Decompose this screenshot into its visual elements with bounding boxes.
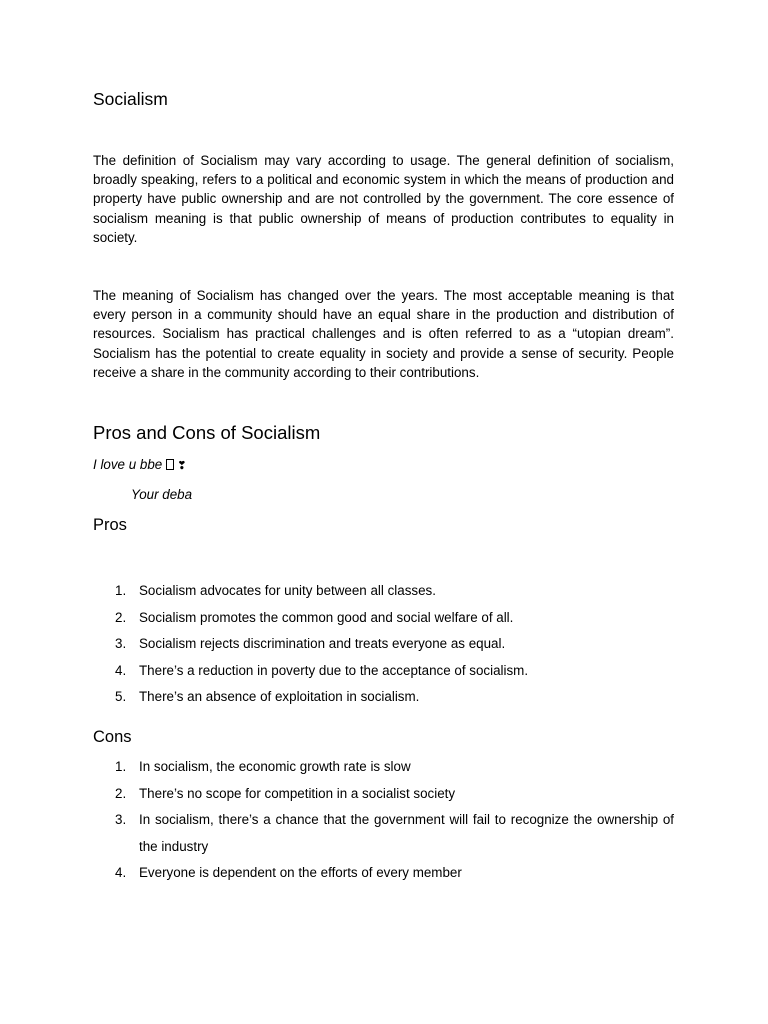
list-number: 5.: [115, 689, 127, 704]
list-text: Everyone is dependent on the efforts of every member: [139, 865, 462, 880]
list-item: [93, 631, 674, 658]
pros-heading: Pros: [93, 516, 127, 534]
list-number: 2.: [115, 609, 127, 625]
list-item: [93, 578, 674, 605]
list-item: [93, 807, 674, 860]
note-text: I love u bbe: [93, 457, 163, 472]
list-text: Socialism promotes the common good and social welfare of all.: [139, 609, 514, 625]
cons-heading: Cons: [93, 728, 132, 746]
list-text: There’s a reduction in poverty due to the acceptance of socialism.: [139, 662, 529, 678]
list-number: 2.: [115, 785, 127, 801]
list-number: 3.: [115, 636, 127, 651]
paragraph-meaning: The meaning of Socialism has changed over the years. The most acceptable meaning is that every person in a community should have an equal share in the production and distribution of resources. Socialism has practical challenges and is often referred to as a “utopian dream”. Socialism has the potential to create equality in society and provide a sense of security. People receive a share in the community according to their contributions.: [93, 288, 674, 380]
list-number: 4.: [115, 662, 127, 678]
list-item: [93, 684, 674, 711]
list-text: There’s an absence of exploitation in socialism.: [139, 689, 420, 704]
list-number: 4.: [115, 865, 127, 880]
list-text: Socialism advocates for unity between all classes.: [139, 583, 436, 598]
list-number: 1.: [115, 759, 127, 774]
list-item: [93, 781, 674, 808]
list-item: [93, 754, 674, 781]
list-text: There’s no scope for competition in a socialist society: [139, 785, 456, 801]
list-item: [93, 605, 674, 632]
list-text: Socialism rejects discrimination and treats everyone as equal.: [139, 636, 506, 651]
list-text: In socialism, there’s a chance that the government will fail to recognize the ownership of the industry: [139, 812, 674, 854]
missing-glyph-icon: [166, 459, 174, 470]
pros-list: [93, 578, 674, 711]
list-item: [93, 658, 674, 685]
signature: Your deba: [131, 487, 193, 502]
list-number: 3.: [115, 812, 127, 827]
heart-icon: ❣: [177, 460, 187, 472]
list-number: 1.: [115, 583, 127, 598]
document-title: Socialism: [93, 89, 168, 109]
paragraph-definition: The definition of Socialism may vary according to usage. The general definition of socialism, broadly speaking, refers to a political and economic system in which the means of production and property have public ownership and are not controlled by the government. The core essence of socialism meaning is that public ownership of means of production contributes to equality in society.: [93, 153, 674, 245]
cons-list: [93, 754, 674, 887]
note-line: [93, 456, 186, 475]
list-text: In socialism, the economic growth rate is slow: [139, 759, 411, 774]
list-item: [93, 860, 674, 887]
section-heading: Pros and Cons of Socialism: [93, 422, 321, 443]
